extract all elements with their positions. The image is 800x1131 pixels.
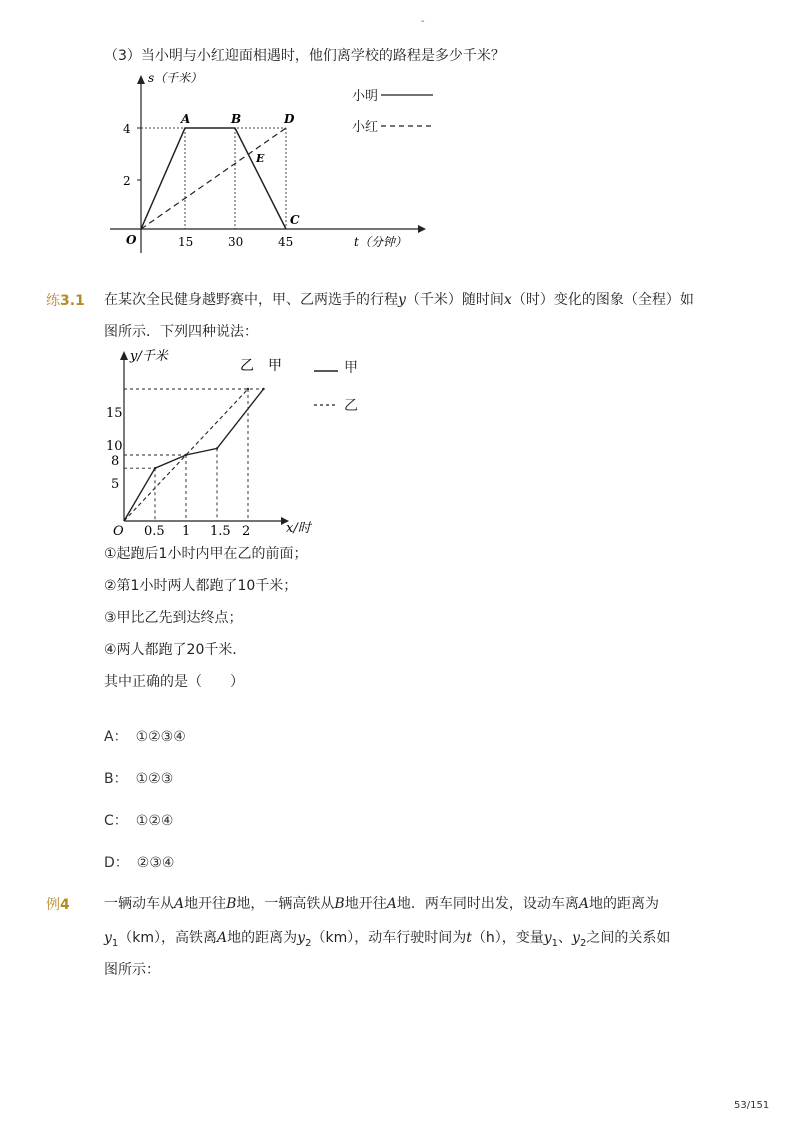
top-mark: - <box>421 16 425 27</box>
option-d[interactable]: D： ②③④ <box>104 855 175 871</box>
exercise-3-1-line1: 在某次全民健身越野赛中，甲、乙两选手的行程y（千米）随时间x（时）变化的图象（全程）如 <box>104 292 694 308</box>
point-C: C <box>290 213 300 227</box>
legend-jia-solid-line <box>314 369 340 373</box>
option-a[interactable]: A： ①②③④ <box>104 729 186 745</box>
data-point <box>247 388 249 390</box>
graph2-xtick: 1.5 <box>210 524 231 539</box>
graph2-origin: O <box>113 524 124 539</box>
legend-solid-line <box>381 93 435 97</box>
graph1-ytick: 4 <box>123 122 131 136</box>
graph2-ytick: 8 <box>111 454 120 469</box>
point-A: A <box>181 112 191 126</box>
graph1-xtick: 45 <box>278 235 294 249</box>
option-c[interactable]: C： ①②④ <box>104 813 174 829</box>
graph1-legend <box>352 85 462 145</box>
graph2-top-labels: 乙 甲 <box>240 358 282 374</box>
exercise-3-1-line2: 图所示．下列四种说法： <box>104 324 258 340</box>
graph1-x-label: t（分钟） <box>354 235 407 249</box>
graph2-ytick: 5 <box>111 477 120 492</box>
legend-xiaohong-label: 小红 <box>352 120 379 135</box>
legend-jia-label: 甲 <box>344 360 358 376</box>
graph1-xtick: 15 <box>178 235 194 249</box>
graph2-y-label: y/千米 <box>130 349 168 364</box>
data-point <box>262 388 264 390</box>
graph2-ytick: 15 <box>106 406 123 421</box>
example-4-line2: $y_1(km)$，高铁离A地的距离为$y_2(km)$，动车行驶时间为t（h），变量$y_1$、$y_2$之间的关系如 <box>104 930 671 949</box>
point-E: E <box>256 152 265 165</box>
graph1-xtick: 30 <box>228 235 244 249</box>
graph2-ytick: 10 <box>106 439 123 454</box>
graph2-x-label: x/时 <box>286 521 311 536</box>
point-D: D <box>284 112 295 126</box>
statement-4: ④两人都跑了20千米． <box>104 642 247 658</box>
point-B: B <box>231 112 242 126</box>
graph2-xtick: 0.5 <box>144 524 165 539</box>
legend-dashed-line <box>381 124 435 128</box>
example-4-line3: 图所示： <box>104 962 160 978</box>
option-b[interactable]: B： ①②③ <box>104 771 174 787</box>
example-4-line1: 一辆动车从A地开往B地，一辆高铁从B地开往A地．两车同时出发，设动车离A地的距离为 <box>104 896 659 912</box>
graph1-ytick: 2 <box>123 174 131 188</box>
legend-xiaoming-label: 小明 <box>352 89 379 104</box>
page-number: 53/151 <box>734 1100 770 1111</box>
legend-yi-label: 乙 <box>344 398 358 414</box>
exercise-3-1-tag: 练3.1 <box>46 293 85 309</box>
data-point <box>216 447 218 449</box>
legend-yi-dashed-line <box>314 403 340 407</box>
graph1-y-label: s（千米） <box>148 71 203 85</box>
data-point <box>154 467 156 469</box>
statement-1: ①起跑后1小时内甲在乙的前面； <box>104 546 308 562</box>
question-3-text: （3）当小明与小红迎面相遇时，他们离学校的路程是多少千米？ <box>104 48 505 64</box>
graph2-xtick: 1 <box>182 524 191 539</box>
graph2-xtick: 2 <box>242 524 251 539</box>
graph2-legend <box>314 357 394 417</box>
question-prompt: 其中正确的是（ ） <box>104 674 244 690</box>
graph1-origin: O <box>126 233 137 247</box>
example-4-tag: 例4 <box>46 897 70 913</box>
race-distance-graph <box>100 342 470 542</box>
statement-3: ③甲比乙先到达终点； <box>104 610 243 626</box>
statement-2: ②第1小时两人都跑了10千米； <box>104 578 298 594</box>
